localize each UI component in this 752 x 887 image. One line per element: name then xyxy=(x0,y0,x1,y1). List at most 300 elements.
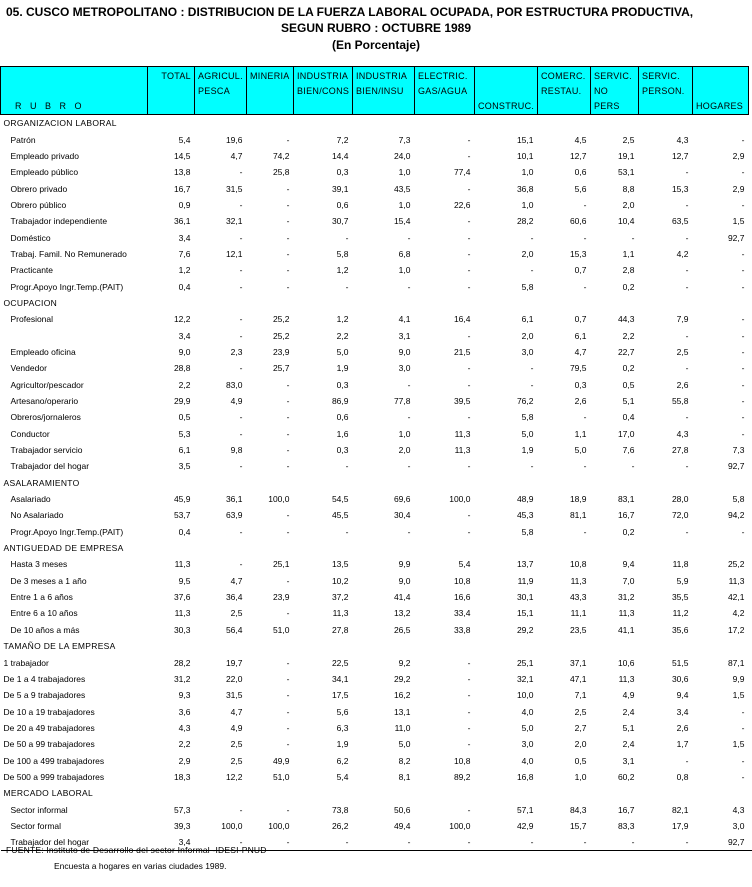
value-cell: 18,3 xyxy=(173,771,191,782)
value-cell: 1,2 xyxy=(336,314,349,325)
value-cell: 51,5 xyxy=(671,657,689,668)
value-cell: 1,7 xyxy=(676,739,689,750)
value-cell: 0,3 xyxy=(336,167,349,178)
value-cell: 4,7 xyxy=(574,346,587,357)
value-cell: 4,3 xyxy=(732,804,745,815)
value-cell: 8,2 xyxy=(398,755,411,766)
value-cell: - xyxy=(286,199,290,210)
value-cell: 2,5 xyxy=(676,346,689,357)
value-cell: 100,0 xyxy=(221,820,243,831)
row-label: Practicante xyxy=(10,265,54,276)
value-cell: - xyxy=(239,412,243,423)
row-label: Profesional xyxy=(10,314,54,325)
value-cell: 57,3 xyxy=(173,804,191,815)
value-cell: 1,9 xyxy=(521,445,534,456)
table-row xyxy=(1,426,752,442)
value-cell: 14,5 xyxy=(173,150,191,161)
value-cell: - xyxy=(741,428,745,439)
value-cell: - xyxy=(239,804,243,815)
table-header xyxy=(1,67,752,115)
value-cell: 37,6 xyxy=(173,592,191,603)
report-subtitle-text: SEGUN RUBRO : OCTUBRE 1989 xyxy=(280,21,472,35)
table-row xyxy=(1,491,752,507)
value-cell: - xyxy=(286,379,290,390)
value-cell: - xyxy=(286,804,290,815)
value-cell: 3,1 xyxy=(398,330,411,341)
value-cell: 22,5 xyxy=(331,657,349,668)
value-cell: - xyxy=(195,834,247,851)
value-cell: - xyxy=(685,412,689,423)
value-cell: - xyxy=(685,330,689,341)
value-cell: 19,7 xyxy=(225,657,243,668)
value-cell: 2,2 xyxy=(178,379,191,390)
value-cell: - xyxy=(467,461,471,472)
value-cell: 4,3 xyxy=(676,134,689,145)
value-cell: 28,2 xyxy=(516,216,534,227)
value-cell: - xyxy=(741,412,745,423)
row-label: Asalariado xyxy=(10,494,51,505)
value-cell: - xyxy=(239,526,243,537)
value-cell: - xyxy=(345,281,349,292)
value-cell: 11,3 xyxy=(570,575,587,586)
value-cell: 3,4 xyxy=(148,834,195,851)
row-label: Empleado público xyxy=(10,167,79,178)
value-cell: - xyxy=(467,134,471,145)
section-title: ASALARAMIENTO xyxy=(3,477,80,488)
value-cell: 19,1 xyxy=(617,150,635,161)
value-cell: 13,5 xyxy=(331,559,349,570)
value-cell: - xyxy=(741,167,745,178)
table-row xyxy=(1,360,752,376)
value-cell: 83,0 xyxy=(225,379,243,390)
value-cell: 2,6 xyxy=(676,379,689,390)
value-cell: - xyxy=(631,461,635,472)
value-cell: 7,6 xyxy=(622,445,635,456)
value-cell: 10,8 xyxy=(453,755,471,766)
value-cell: - xyxy=(407,281,411,292)
value-cell: - xyxy=(530,265,534,276)
value-cell: 25,2 xyxy=(272,314,290,325)
value-cell: - xyxy=(286,690,290,701)
value-cell: 2,9 xyxy=(732,183,745,194)
table-row xyxy=(1,213,752,229)
value-cell: - xyxy=(741,134,745,145)
value-cell: - xyxy=(286,183,290,194)
value-cell: - xyxy=(467,363,471,374)
value-cell: 43,5 xyxy=(393,183,411,194)
value-cell: - xyxy=(353,834,415,851)
value-cell: 5,0 xyxy=(521,428,534,439)
value-cell: 2,5 xyxy=(622,134,635,145)
value-cell: 76,2 xyxy=(516,396,534,407)
value-cell: 2,0 xyxy=(521,248,534,259)
value-cell: 28,0 xyxy=(671,494,689,505)
value-cell: 11,8 xyxy=(672,559,689,570)
value-cell: 60,6 xyxy=(569,216,587,227)
value-cell: - xyxy=(286,281,290,292)
value-cell: 0,5 xyxy=(178,412,191,423)
value-cell: - xyxy=(741,330,745,341)
value-cell: 3,0 xyxy=(521,346,534,357)
header-construc xyxy=(475,67,538,115)
header-ind-insu-l2: BIEN/INSU xyxy=(356,86,404,96)
row-label: Trabajador del hogar xyxy=(10,461,90,472)
row-label: Obrero privado xyxy=(10,183,68,194)
value-cell: - xyxy=(467,706,471,717)
value-cell: 15,7 xyxy=(569,820,587,831)
header-hogares xyxy=(693,67,749,115)
value-cell: 4,2 xyxy=(676,248,689,259)
value-cell: - xyxy=(583,281,587,292)
table-row xyxy=(1,622,752,638)
value-cell: - xyxy=(583,232,587,243)
value-cell: 17,5 xyxy=(331,690,349,701)
value-cell: - xyxy=(583,526,587,537)
value-cell: 14,4 xyxy=(331,150,349,161)
table-row xyxy=(1,801,752,817)
value-cell: 94,2 xyxy=(727,510,745,521)
value-cell: 2,9 xyxy=(732,150,745,161)
value-cell: 11,3 xyxy=(174,608,191,619)
value-cell: - xyxy=(407,232,411,243)
value-cell: 3,4 xyxy=(178,330,191,341)
value-cell: - xyxy=(741,706,745,717)
value-cell: 0,5 xyxy=(622,379,635,390)
value-cell: - xyxy=(286,461,290,472)
value-cell: 45,3 xyxy=(516,510,534,521)
value-cell: 33,4 xyxy=(453,608,471,619)
table-row xyxy=(1,131,752,147)
value-cell: 3,1 xyxy=(622,755,635,766)
header-ind-insu xyxy=(353,67,415,115)
value-cell: 10,8 xyxy=(453,575,471,586)
value-cell: 3,6 xyxy=(178,706,191,717)
value-cell: 9,2 xyxy=(398,657,411,668)
value-cell: 9,9 xyxy=(732,673,745,684)
value-cell: 3,0 xyxy=(398,363,411,374)
value-cell: 18,9 xyxy=(569,494,587,505)
value-cell: 39,5 xyxy=(453,396,471,407)
value-cell: - xyxy=(685,167,689,178)
value-cell: 15,3 xyxy=(569,248,587,259)
row-label: Trabajador servicio xyxy=(10,445,83,456)
value-cell: 89,2 xyxy=(453,771,471,782)
table-row xyxy=(1,671,752,687)
value-cell: 47,1 xyxy=(569,673,587,684)
value-cell: 1,9 xyxy=(336,363,349,374)
value-cell: - xyxy=(530,232,534,243)
value-cell: 87,1 xyxy=(727,657,745,668)
value-cell: 5,0 xyxy=(521,722,534,733)
header-electric-l2: GAS/AGUA xyxy=(418,86,468,96)
table-row xyxy=(1,278,752,294)
value-cell: 4,0 xyxy=(521,755,534,766)
value-cell: 21,5 xyxy=(453,346,471,357)
row-label: De 500 a 999 trabajadores xyxy=(3,771,105,782)
value-cell: 27,8 xyxy=(331,624,349,635)
value-cell: 69,6 xyxy=(393,494,411,505)
value-cell: - xyxy=(631,232,635,243)
value-cell: 42,9 xyxy=(516,820,534,831)
value-cell: 15,1 xyxy=(516,608,534,619)
value-cell: - xyxy=(286,265,290,276)
value-cell: - xyxy=(239,199,243,210)
value-cell: 6,3 xyxy=(336,722,349,733)
value-cell: 11,3 xyxy=(454,445,471,456)
value-cell: - xyxy=(741,199,745,210)
header-mineria-l1: MINERIA xyxy=(250,71,290,81)
value-cell: 7,6 xyxy=(178,248,191,259)
value-cell: - xyxy=(467,330,471,341)
value-cell: - xyxy=(685,265,689,276)
header-total-l1: TOTAL xyxy=(161,71,191,81)
value-cell: - xyxy=(741,771,745,782)
value-cell: 1,2 xyxy=(336,265,349,276)
header-hogares-l2: HOGARES xyxy=(696,101,744,111)
footer-source: FUENTE: Instituto de Desarrollo del sector Informal -IDESI-PNUD xyxy=(6,845,267,855)
table-row xyxy=(1,442,752,458)
value-cell: - xyxy=(407,379,411,390)
section-header-row xyxy=(1,638,752,654)
table-row xyxy=(1,589,752,605)
value-cell: 11,1 xyxy=(570,608,587,619)
value-cell: 5,8 xyxy=(521,281,534,292)
value-cell: 1,1 xyxy=(574,428,587,439)
header-construc-l2: CONSTRUC. xyxy=(478,101,535,111)
value-cell: - xyxy=(407,461,411,472)
row-label: De 50 a 99 trabajadores xyxy=(3,739,95,750)
value-cell: - xyxy=(475,834,538,851)
value-cell: 29,9 xyxy=(173,396,191,407)
value-cell: 4,3 xyxy=(178,722,191,733)
value-cell: 10,1 xyxy=(516,150,534,161)
table-row xyxy=(1,180,752,196)
value-cell: 35,5 xyxy=(671,592,689,603)
value-cell: 4,9 xyxy=(230,722,243,733)
value-cell: - xyxy=(467,510,471,521)
value-cell: 25,2 xyxy=(272,330,290,341)
value-cell: 0,4 xyxy=(178,281,191,292)
value-cell: 57,1 xyxy=(516,804,534,815)
row-label: Trabajador del hogar xyxy=(1,834,148,851)
value-cell: 4,0 xyxy=(521,706,534,717)
value-cell: 83,1 xyxy=(617,494,635,505)
value-cell: 1,0 xyxy=(398,428,411,439)
header-serv-person-l2: PERSON. xyxy=(642,86,685,96)
value-cell: 34,1 xyxy=(331,673,349,684)
value-cell: 0,6 xyxy=(336,199,349,210)
value-cell: 84,3 xyxy=(569,804,587,815)
value-cell: 37,2 xyxy=(331,592,349,603)
report-subtitle xyxy=(60,20,752,36)
value-cell: - xyxy=(239,232,243,243)
value-cell: - xyxy=(415,834,475,851)
table-row xyxy=(1,556,752,572)
row-label: De 10 años a más xyxy=(10,624,80,635)
value-cell: 1,5 xyxy=(732,690,745,701)
value-cell: 5,6 xyxy=(574,183,587,194)
value-cell: 6,1 xyxy=(574,330,587,341)
header-comerc-l2: RESTAU. xyxy=(541,86,582,96)
row-label: De 3 meses a 1 año xyxy=(10,575,87,586)
value-cell: - xyxy=(467,526,471,537)
value-cell: 45,5 xyxy=(331,510,349,521)
value-cell: 0,7 xyxy=(574,265,587,276)
value-cell: 45,9 xyxy=(173,494,191,505)
value-cell: 13,1 xyxy=(393,706,411,717)
value-cell: 9,4 xyxy=(622,559,635,570)
value-cell: 26,2 xyxy=(331,820,349,831)
value-cell: 0,2 xyxy=(622,526,635,537)
value-cell: 6,1 xyxy=(521,314,534,325)
value-cell: 4,2 xyxy=(732,608,745,619)
value-cell: - xyxy=(741,314,745,325)
header-serv-nopers xyxy=(591,67,639,115)
value-cell: - xyxy=(286,526,290,537)
value-cell: 1,5 xyxy=(732,216,745,227)
value-cell: 7,3 xyxy=(398,134,411,145)
header-agricul xyxy=(195,67,247,115)
row-label: De 5 a 9 trabajadores xyxy=(3,690,86,701)
value-cell: 0,8 xyxy=(676,771,689,782)
row-label: Agricultor/pescador xyxy=(10,379,84,390)
value-cell: 5,9 xyxy=(676,575,689,586)
table-row xyxy=(1,818,752,834)
value-cell: 44,3 xyxy=(617,314,635,325)
row-label: Doméstico xyxy=(10,232,51,243)
value-cell: - xyxy=(286,575,290,586)
value-cell: - xyxy=(467,673,471,684)
value-cell: 16,7 xyxy=(617,510,635,521)
value-cell: 9,0 xyxy=(178,346,191,357)
row-label: Trabaj. Famil. No Remunerado xyxy=(10,248,127,259)
value-cell: 83,3 xyxy=(617,820,635,831)
value-cell: 9,0 xyxy=(398,575,411,586)
value-cell: 60,2 xyxy=(617,771,635,782)
value-cell: 2,3 xyxy=(230,346,243,357)
value-cell: - xyxy=(286,673,290,684)
value-cell: 9,8 xyxy=(230,445,243,456)
value-cell: 30,4 xyxy=(393,510,411,521)
value-cell: - xyxy=(741,396,745,407)
row-label: Patrón xyxy=(10,134,36,145)
value-cell: - xyxy=(467,265,471,276)
value-cell: 0,4 xyxy=(178,526,191,537)
value-cell: 6,2 xyxy=(336,755,349,766)
value-cell: 92,7 xyxy=(727,232,745,243)
value-cell: 12,2 xyxy=(173,314,191,325)
table-row xyxy=(1,703,752,719)
row-label: Sector informal xyxy=(10,804,68,815)
value-cell: 1,0 xyxy=(521,199,534,210)
table-row xyxy=(1,720,752,736)
value-cell: - xyxy=(286,706,290,717)
section-header-row xyxy=(1,475,752,491)
value-cell: - xyxy=(467,739,471,750)
value-cell: - xyxy=(467,216,471,227)
value-cell: 0,2 xyxy=(622,281,635,292)
value-cell: 37,1 xyxy=(569,657,587,668)
value-cell: 41,1 xyxy=(617,624,635,635)
value-cell: 39,3 xyxy=(173,820,191,831)
value-cell: 82,1 xyxy=(671,804,689,815)
value-cell: 77,8 xyxy=(393,396,411,407)
value-cell: 1,0 xyxy=(398,167,411,178)
value-cell: 79,5 xyxy=(569,363,587,374)
value-cell: 5,1 xyxy=(622,722,635,733)
header-serv-nopers-l1: SERVIC. xyxy=(594,71,632,81)
value-cell: 5,1 xyxy=(622,396,635,407)
value-cell: - xyxy=(583,461,587,472)
value-cell: 31,2 xyxy=(173,673,191,684)
value-cell: 2,7 xyxy=(574,722,587,733)
row-label: De 10 a 19 trabajadores xyxy=(3,706,95,717)
value-cell: 4,3 xyxy=(676,428,689,439)
value-cell: 0,3 xyxy=(336,445,349,456)
row-label: 1 trabajador xyxy=(3,657,49,668)
value-cell: 74,2 xyxy=(272,150,290,161)
table-row xyxy=(1,344,752,360)
value-cell: 5,4 xyxy=(178,134,191,145)
value-cell: 54,5 xyxy=(331,494,349,505)
table-row xyxy=(1,377,752,393)
value-cell: - xyxy=(239,265,243,276)
report-unit-note xyxy=(60,37,752,53)
value-cell: 7,3 xyxy=(732,445,745,456)
value-cell: 25,8 xyxy=(272,167,290,178)
value-cell: 30,7 xyxy=(331,216,349,227)
value-cell: - xyxy=(467,412,471,423)
value-cell: - xyxy=(685,199,689,210)
value-cell: 9,9 xyxy=(398,559,411,570)
value-cell: - xyxy=(286,722,290,733)
value-cell: 53,1 xyxy=(617,167,635,178)
value-cell: 13,2 xyxy=(393,608,411,619)
value-cell: - xyxy=(538,834,591,851)
section-header-row xyxy=(1,115,752,132)
value-cell: 9,5 xyxy=(178,575,191,586)
value-cell: 0,4 xyxy=(622,412,635,423)
value-cell: 7,9 xyxy=(676,314,689,325)
section-header-row xyxy=(1,295,752,311)
value-cell: 27,8 xyxy=(671,445,689,456)
value-cell: 4,5 xyxy=(574,134,587,145)
row-label: De 100 a 499 trabajadores xyxy=(3,755,105,766)
value-cell: 25,1 xyxy=(272,559,290,570)
header-serv-person-l1: SERVIC. xyxy=(642,71,680,81)
row-label: Progr.Apoyo Ingr.Temp.(PAIT) xyxy=(10,526,124,537)
value-cell: 9,4 xyxy=(676,690,689,701)
value-cell: 4,7 xyxy=(230,706,243,717)
value-cell: 25,2 xyxy=(727,559,745,570)
value-cell: 11,3 xyxy=(618,608,635,619)
value-cell: 10,0 xyxy=(516,690,534,701)
value-cell: 23,5 xyxy=(569,624,587,635)
value-cell: 31,5 xyxy=(225,183,243,194)
value-cell: 5,0 xyxy=(398,739,411,750)
value-cell: - xyxy=(741,379,745,390)
value-cell: 0,3 xyxy=(574,379,587,390)
header-electric xyxy=(415,67,475,115)
row-label: Trabajador independiente xyxy=(10,216,108,227)
value-cell: 3,4 xyxy=(676,706,689,717)
value-cell: - xyxy=(467,248,471,259)
value-cell: 0,7 xyxy=(574,314,587,325)
value-cell: 49,9 xyxy=(272,755,290,766)
value-cell: 15,1 xyxy=(516,134,534,145)
value-cell: 31,5 xyxy=(225,690,243,701)
value-cell: 5,4 xyxy=(336,771,349,782)
